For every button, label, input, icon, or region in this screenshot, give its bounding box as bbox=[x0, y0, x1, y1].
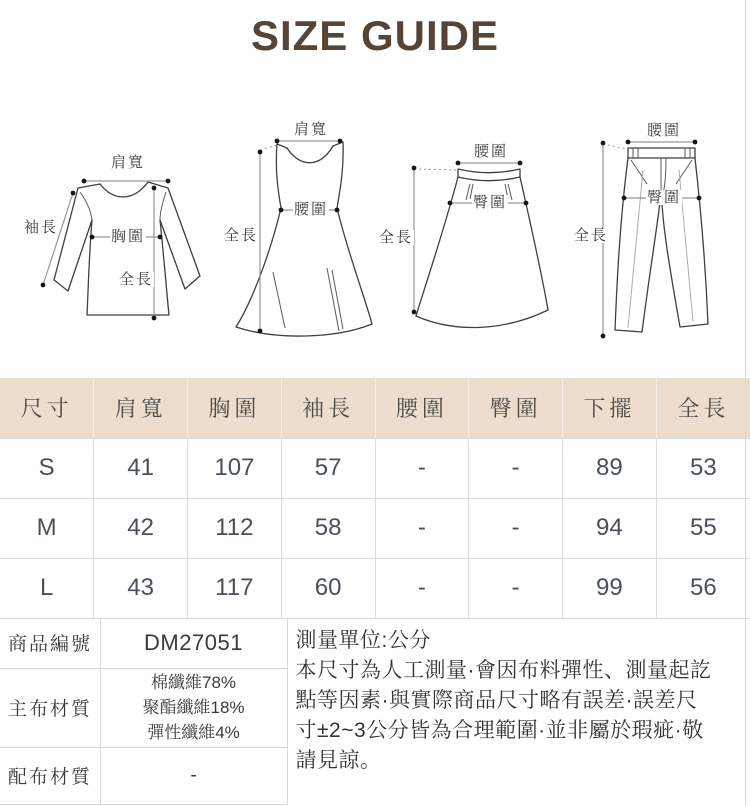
label-hip-girth: 臀圍 bbox=[647, 189, 682, 206]
size-table bbox=[0, 378, 750, 619]
cell-value: 41 bbox=[94, 438, 188, 498]
label-total-length: 全長 bbox=[379, 229, 414, 246]
page-title: SIZE GUIDE bbox=[250, 12, 500, 59]
cell-value: 55 bbox=[656, 498, 750, 558]
fabric-line: 棉纖維78% bbox=[150, 673, 237, 692]
table-row-s bbox=[0, 438, 750, 498]
label-waist-girth: 腰圍 bbox=[647, 122, 682, 139]
header-hem: 下擺 bbox=[563, 378, 657, 438]
cell-value: - bbox=[469, 438, 563, 498]
lining-fabric-label: 配布材質 bbox=[0, 747, 100, 804]
cell-value: 43 bbox=[94, 558, 188, 618]
measurement-notes bbox=[287, 618, 750, 804]
label-shoulder-width: 肩寬 bbox=[294, 121, 329, 138]
header-length: 全長 bbox=[656, 378, 750, 438]
note-line-4: 請見諒。 bbox=[295, 749, 382, 772]
cell-value: 117 bbox=[188, 558, 282, 618]
cell-value: 107 bbox=[188, 438, 282, 498]
cell-value: 57 bbox=[281, 438, 375, 498]
cell-size: S bbox=[0, 438, 94, 498]
cell-value: 42 bbox=[94, 498, 188, 558]
product-code-value: DM27051 bbox=[100, 618, 287, 668]
cell-value: - bbox=[375, 498, 469, 558]
label-total-length: 全長 bbox=[119, 271, 154, 288]
cell-value: 89 bbox=[563, 438, 657, 498]
label-waist-girth: 腰圍 bbox=[474, 143, 509, 160]
main-fabric-value bbox=[100, 668, 287, 747]
main-fabric-label: 主布材質 bbox=[0, 668, 100, 747]
header-hip: 臀圍 bbox=[469, 378, 563, 438]
size-table-header-row bbox=[0, 378, 750, 438]
table-row-l bbox=[0, 558, 750, 618]
cell-value: 94 bbox=[563, 498, 657, 558]
fabric-line: 聚酯纖維18% bbox=[142, 698, 245, 717]
diagram-dress bbox=[215, 100, 390, 350]
cell-value: 60 bbox=[281, 558, 375, 618]
diagram-top-garment bbox=[20, 100, 220, 345]
note-line-1: 本尺寸為人工測量·會因布料彈性、測量起訖 bbox=[295, 659, 712, 682]
cell-value: - bbox=[469, 498, 563, 558]
header-sleeve: 袖長 bbox=[281, 378, 375, 438]
measurement-diagrams bbox=[0, 0, 750, 370]
header-size: 尺寸 bbox=[0, 378, 94, 438]
table-row-m bbox=[0, 498, 750, 558]
label-chest-girth: 胸圍 bbox=[111, 228, 146, 245]
cell-value: - bbox=[469, 558, 563, 618]
page-right-border bbox=[745, 0, 746, 806]
fabric-line: 彈性纖維4% bbox=[147, 723, 240, 742]
cell-value: 58 bbox=[281, 498, 375, 558]
cell-size: M bbox=[0, 498, 94, 558]
note-line-2: 點等因素·與實際商品尺寸略有誤差·誤差尺 bbox=[295, 689, 698, 712]
label-shoulder-width: 肩寬 bbox=[111, 154, 146, 171]
product-info-table bbox=[0, 618, 750, 805]
cell-value: 99 bbox=[563, 558, 657, 618]
cell-value: - bbox=[375, 558, 469, 618]
cell-value: 56 bbox=[656, 558, 750, 618]
label-waist-girth: 腰圍 bbox=[294, 201, 329, 218]
diagram-skirt bbox=[372, 140, 565, 340]
diagram-pants bbox=[570, 110, 750, 345]
header-chest: 胸圍 bbox=[188, 378, 282, 438]
header-shoulder: 肩寬 bbox=[94, 378, 188, 438]
cell-value: - bbox=[375, 438, 469, 498]
label-total-length: 全長 bbox=[574, 227, 609, 244]
label-hip-girth: 臀圍 bbox=[473, 194, 508, 211]
cell-value: 53 bbox=[656, 438, 750, 498]
note-line-3: 寸±2~3公分皆為合理範圍·並非屬於瑕疵·敬 bbox=[295, 719, 704, 742]
label-sleeve-length: 袖長 bbox=[24, 219, 59, 236]
note-unit: 測量單位:公分 bbox=[295, 629, 431, 652]
product-code-row bbox=[0, 618, 750, 668]
header-waist: 腰圍 bbox=[375, 378, 469, 438]
label-total-length: 全長 bbox=[224, 227, 259, 244]
cell-size: L bbox=[0, 558, 94, 618]
lining-fabric-value: - bbox=[100, 747, 287, 804]
product-code-label: 商品編號 bbox=[0, 618, 100, 668]
cell-value: 112 bbox=[188, 498, 282, 558]
